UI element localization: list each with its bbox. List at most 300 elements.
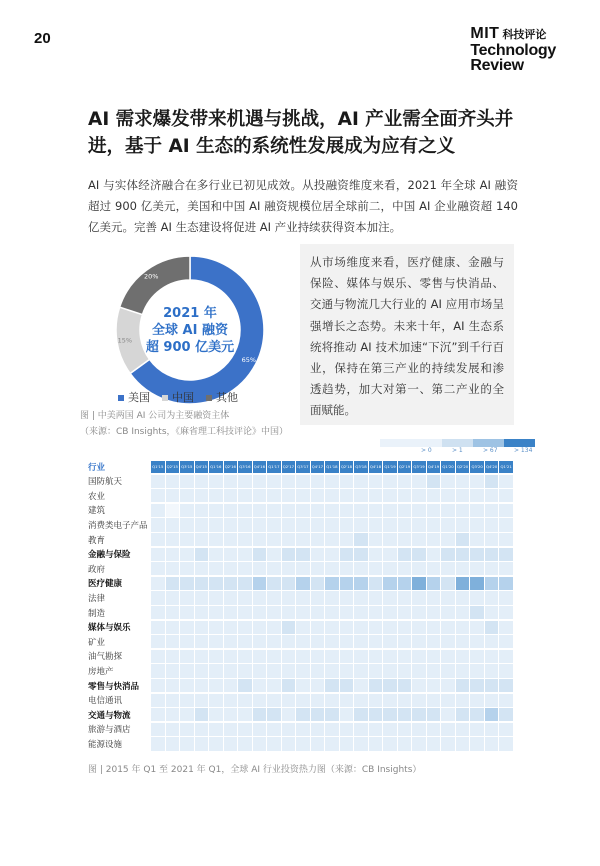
heatmap-cell (151, 694, 165, 707)
heatmap-cell (180, 518, 194, 531)
legend-swatch-other (206, 395, 212, 401)
heatmap-cell (383, 489, 397, 502)
heatmap-cell (485, 679, 499, 692)
heatmap-cell (253, 679, 267, 692)
heatmap-cell (166, 548, 180, 561)
heatmap-cell (383, 518, 397, 531)
heatmap-cell (311, 723, 325, 736)
heatmap-cell (195, 504, 209, 517)
heatmap-cell (340, 635, 354, 648)
heatmap-cell (166, 650, 180, 663)
logo-mit: MIT (470, 25, 500, 42)
heatmap-cell (456, 694, 470, 707)
heatmap-cell (485, 577, 499, 590)
heatmap-cell (166, 708, 180, 721)
heatmap-cell (383, 708, 397, 721)
heatmap-cell (456, 650, 470, 663)
heatmap-cell (354, 723, 368, 736)
heatmap-cell (296, 533, 310, 546)
heatmap-cell (195, 518, 209, 531)
heatmap-cell (253, 664, 267, 677)
heatmap-row-label: 矿业 (88, 637, 106, 648)
heatmap-cell (398, 533, 412, 546)
heatmap-legend-label: > 0 (421, 447, 432, 454)
heatmap-row-label: 法律 (88, 594, 106, 605)
heatmap-cell (470, 708, 484, 721)
heatmap-cell (151, 504, 165, 517)
heatmap-cell (456, 548, 470, 561)
heatmap-cell (369, 475, 383, 488)
heatmap-cell (383, 475, 397, 488)
heatmap-cell (166, 591, 180, 604)
heatmap-cell (267, 562, 281, 575)
heatmap-cell (427, 679, 441, 692)
heatmap-cell (180, 635, 194, 648)
heatmap-row-label: 媒体与娱乐 (88, 623, 131, 634)
heatmap-cell (340, 723, 354, 736)
heatmap-cell (354, 548, 368, 561)
heatmap-cell (383, 664, 397, 677)
heatmap-cell (209, 606, 223, 619)
heatmap-legend-bars (380, 439, 535, 447)
heatmap-cell (354, 650, 368, 663)
legend-item-other (206, 389, 238, 405)
heatmap-quarter-header: Q1'21 (499, 461, 513, 473)
heatmap-cell (470, 694, 484, 707)
heatmap-cell (340, 621, 354, 634)
heatmap-cell (238, 577, 252, 590)
heatmap-cell (427, 504, 441, 517)
heatmap-cell (209, 737, 223, 750)
heatmap-cell (209, 679, 223, 692)
heatmap-cell (485, 548, 499, 561)
donut-center-line-3: 超 900 亿美元 (145, 339, 235, 355)
heatmap-quarter-header: Q4'15 (195, 461, 209, 473)
heatmap-cell (180, 621, 194, 634)
heatmap-cell (267, 591, 281, 604)
heatmap-legend-swatch (380, 439, 411, 447)
heatmap-cell (485, 723, 499, 736)
section-title: AI 需求爆发带来机遇与挑战，AI 产业需全面齐头并进，基于 AI 生态的系统性发展成为应有之义 (88, 109, 514, 157)
heatmap-cell (325, 708, 339, 721)
heatmap-cell (195, 737, 209, 750)
heatmap-legend-label: > 67 (483, 447, 498, 454)
heatmap-cell (253, 533, 267, 546)
heatmap-cell (499, 679, 513, 692)
heatmap-cell (166, 533, 180, 546)
heatmap-cell (180, 650, 194, 663)
heatmap-cell (456, 591, 470, 604)
heatmap-cell (151, 548, 165, 561)
legend-swatch-cn (162, 395, 168, 401)
heatmap-cell (412, 664, 426, 677)
heatmap-cell (412, 621, 426, 634)
heatmap-cell (456, 635, 470, 648)
heatmap-cell (325, 548, 339, 561)
heatmap-quarter-header: Q1'16 (209, 461, 223, 473)
heatmap-cell (485, 694, 499, 707)
heatmap-cell (354, 635, 368, 648)
heatmap-cell (485, 533, 499, 546)
heatmap-cell (369, 737, 383, 750)
heatmap-cell (398, 650, 412, 663)
heatmap-row (88, 664, 514, 679)
heatmap-cell (340, 664, 354, 677)
heatmap-cell (224, 723, 238, 736)
heatmap-cell (499, 737, 513, 750)
heatmap-cell (253, 723, 267, 736)
heatmap-cell (180, 606, 194, 619)
heatmap-cell (267, 737, 281, 750)
heatmap-cell (209, 664, 223, 677)
heatmap-cell (340, 548, 354, 561)
heatmap-cell (485, 504, 499, 517)
heatmap-cell (369, 679, 383, 692)
heatmap-cell (296, 577, 310, 590)
heatmap-row (88, 620, 514, 635)
heatmap-cell (282, 489, 296, 502)
heatmap-cell (470, 489, 484, 502)
heatmap-cell (311, 664, 325, 677)
heatmap-row-label: 政府 (88, 564, 106, 575)
heatmap-cell (412, 562, 426, 575)
heatmap-cell (412, 577, 426, 590)
heatmap-cell (209, 723, 223, 736)
heatmap-cell (166, 606, 180, 619)
heatmap-cell (282, 708, 296, 721)
heatmap-cell (456, 664, 470, 677)
heatmap-cell (267, 679, 281, 692)
heatmap-cell (427, 737, 441, 750)
heatmap-cell (238, 606, 252, 619)
heatmap-cell (398, 606, 412, 619)
heatmap-cell (282, 577, 296, 590)
heatmap-cell (282, 518, 296, 531)
heatmap-cell (470, 518, 484, 531)
heatmap-cell (253, 591, 267, 604)
heatmap-row (88, 474, 514, 489)
heatmap-cell (267, 635, 281, 648)
heatmap-cell (412, 694, 426, 707)
heatmap-cell (253, 708, 267, 721)
heatmap-cell (311, 562, 325, 575)
heatmap-cell (282, 679, 296, 692)
heatmap-cell (412, 475, 426, 488)
heatmap-cell (238, 650, 252, 663)
heatmap-cell (311, 650, 325, 663)
heatmap-cell (485, 489, 499, 502)
heatmap-cell (427, 475, 441, 488)
heatmap-cell (485, 591, 499, 604)
heatmap-header (88, 460, 514, 474)
heatmap-cell (195, 664, 209, 677)
heatmap-cell (238, 621, 252, 634)
heatmap-cell (427, 562, 441, 575)
heatmap-cell (456, 504, 470, 517)
heatmap-cell (485, 606, 499, 619)
heatmap-cell (354, 606, 368, 619)
heatmap-cell (296, 664, 310, 677)
heatmap-cell (456, 518, 470, 531)
heatmap-header-label: 行业 (88, 463, 106, 473)
heatmap-cell (311, 606, 325, 619)
heatmap-cell (166, 635, 180, 648)
heatmap-cell (354, 679, 368, 692)
heatmap-cell (499, 723, 513, 736)
heatmap-cell (369, 708, 383, 721)
heatmap-cell (282, 606, 296, 619)
heatmap-legend (380, 439, 535, 454)
heatmap-cell (456, 577, 470, 590)
heatmap-cell (427, 621, 441, 634)
heatmap-cell (311, 533, 325, 546)
heatmap-quarter-header: Q1'15 (151, 461, 165, 473)
heatmap-cell (398, 591, 412, 604)
heatmap-cell (311, 737, 325, 750)
heatmap-cell (325, 562, 339, 575)
heatmap-quarter-header: Q3'17 (296, 461, 310, 473)
heatmap-cell (340, 737, 354, 750)
legend-swatch-us (118, 395, 124, 401)
heatmap-cell (412, 504, 426, 517)
heatmap-cell (253, 737, 267, 750)
heatmap-cell (253, 577, 267, 590)
heatmap-cell (412, 533, 426, 546)
heatmap-quarter-header: Q2'17 (282, 461, 296, 473)
heatmap-cell (180, 591, 194, 604)
heatmap-cell (267, 504, 281, 517)
heatmap-quarter-header: Q3'20 (470, 461, 484, 473)
heatmap-cell (325, 635, 339, 648)
heatmap-cell (456, 708, 470, 721)
heatmap-cell (195, 679, 209, 692)
page-number: 20 (34, 30, 51, 47)
heatmap-cell (456, 606, 470, 619)
heatmap-cell (412, 489, 426, 502)
heatmap-cell (224, 708, 238, 721)
heatmap-cell (166, 679, 180, 692)
heatmap-cell (485, 621, 499, 634)
heatmap-cell (383, 621, 397, 634)
heatmap-cell (296, 475, 310, 488)
heatmap-cell (441, 679, 455, 692)
heatmap-cell (383, 679, 397, 692)
heatmap-cell (354, 577, 368, 590)
heatmap-cell (340, 475, 354, 488)
heatmap-cell (369, 518, 383, 531)
heatmap-cell (296, 737, 310, 750)
heatmap-cell (325, 577, 339, 590)
heatmap-cell (470, 679, 484, 692)
heatmap-quarter-header: Q2'19 (398, 461, 412, 473)
heatmap-cell (282, 694, 296, 707)
heatmap-cell (238, 723, 252, 736)
heatmap-cell (325, 650, 339, 663)
heatmap-cell (369, 548, 383, 561)
heatmap-cell (224, 504, 238, 517)
heatmap-cell (325, 533, 339, 546)
heatmap-cell (325, 679, 339, 692)
heatmap-cell (311, 577, 325, 590)
heatmap-cell (325, 504, 339, 517)
heatmap-cell (296, 548, 310, 561)
heatmap-cell (427, 606, 441, 619)
heatmap-quarter-header: Q3'15 (180, 461, 194, 473)
heatmap-row (88, 722, 514, 737)
market-callout-box: 从市场维度来看，医疗健康、金融与保险、媒体与娱乐、零售与快消品、交通与物流几大行业的 AI 应用市场呈强增长之态势。未来十年，AI 生态系统将推动 AI 技术加速“下沉”到千行百业，保持在第三产业的持续发展和渗透趋势，加大对第一、第二产业的全面赋能。 (300, 244, 514, 425)
heatmap-cell (427, 518, 441, 531)
heatmap-cell (166, 518, 180, 531)
heatmap-cell (238, 489, 252, 502)
heatmap-cell (311, 475, 325, 488)
heatmap-cell (470, 723, 484, 736)
heatmap-cell (209, 504, 223, 517)
heatmap-cell (209, 635, 223, 648)
heatmap-cell (427, 533, 441, 546)
heatmap-row (88, 635, 514, 650)
heatmap-cell (282, 548, 296, 561)
heatmap-cell (209, 591, 223, 604)
heatmap-cell (282, 664, 296, 677)
heatmap-cell (151, 533, 165, 546)
heatmap-cell (427, 591, 441, 604)
heatmap-cell (267, 533, 281, 546)
heatmap-cell (224, 489, 238, 502)
heatmap-legend-swatch (442, 439, 473, 447)
heatmap-legend-label: > 1 (452, 447, 463, 454)
heatmap-cell (441, 591, 455, 604)
heatmap-cell (499, 664, 513, 677)
heatmap-cell (253, 548, 267, 561)
heatmap-cell (267, 694, 281, 707)
heatmap-cell (166, 577, 180, 590)
heatmap-cell (383, 562, 397, 575)
heatmap-cell (325, 489, 339, 502)
heatmap-cell (398, 664, 412, 677)
heatmap-cell (238, 562, 252, 575)
heatmap-cell (470, 664, 484, 677)
heatmap-cell (470, 577, 484, 590)
heatmap-quarter-header: Q1'19 (383, 461, 397, 473)
heatmap-cell (485, 737, 499, 750)
heatmap-cell (238, 664, 252, 677)
heatmap-cell (224, 577, 238, 590)
heatmap-cell (398, 504, 412, 517)
heatmap-cell (340, 577, 354, 590)
heatmap-cell (441, 723, 455, 736)
heatmap-cell (456, 475, 470, 488)
heatmap-cell (195, 606, 209, 619)
heatmap-cell (383, 635, 397, 648)
heatmap-cell (441, 475, 455, 488)
heatmap-cell (238, 591, 252, 604)
heatmap-cell (224, 737, 238, 750)
heatmap-cell (340, 489, 354, 502)
heatmap-cell (282, 562, 296, 575)
heatmap-cell (195, 489, 209, 502)
heatmap-cell (369, 504, 383, 517)
heatmap-row-label: 制造 (88, 608, 106, 619)
heatmap-cell (209, 650, 223, 663)
heatmap-cell (282, 635, 296, 648)
heatmap-row (88, 708, 514, 723)
heatmap-cell (253, 475, 267, 488)
heatmap-cell (369, 650, 383, 663)
heatmap-cell (209, 518, 223, 531)
heatmap-cell (253, 518, 267, 531)
heatmap-row-label: 农业 (88, 491, 106, 502)
heatmap-cell (427, 723, 441, 736)
heatmap-cell (151, 562, 165, 575)
figure-1-caption-line-2: （来源：CB Insights，《麻省理工科技评论》中国） (80, 427, 289, 437)
heatmap-cell (412, 679, 426, 692)
heatmap-row-label: 消费类电子产品 (88, 521, 148, 532)
heatmap-cell (325, 664, 339, 677)
heatmap-cell (195, 708, 209, 721)
heatmap-cell (311, 708, 325, 721)
heatmap-quarter-header: Q4'20 (485, 461, 499, 473)
heatmap-cell (485, 708, 499, 721)
heatmap-cell (456, 723, 470, 736)
heatmap-row-label: 零售与快消品 (88, 681, 140, 692)
heatmap-row-label: 金融与保险 (88, 550, 131, 561)
heatmap-cell (499, 694, 513, 707)
heatmap-cell (311, 518, 325, 531)
heatmap-cell (267, 650, 281, 663)
heatmap-cell (267, 621, 281, 634)
heatmap-cell (195, 591, 209, 604)
heatmap-cell (499, 591, 513, 604)
heatmap-cell (253, 635, 267, 648)
donut-slice-label-0: 65% (241, 355, 257, 364)
heatmap-cell (180, 694, 194, 707)
heatmap-cell (340, 562, 354, 575)
heatmap-legend-labels (380, 447, 535, 454)
heatmap-cell (180, 548, 194, 561)
heatmap-cell (485, 650, 499, 663)
heatmap-cell (369, 562, 383, 575)
heatmap-cell (354, 621, 368, 634)
heatmap-cell (166, 504, 180, 517)
heatmap-cell (427, 577, 441, 590)
heatmap-cell (441, 650, 455, 663)
heatmap-cell (267, 518, 281, 531)
heatmap-cell (340, 650, 354, 663)
heatmap-cell (267, 577, 281, 590)
heatmap-cell (180, 737, 194, 750)
heatmap-cell (238, 518, 252, 531)
heatmap-cell (296, 504, 310, 517)
investment-heatmap (88, 460, 514, 751)
heatmap-cell (340, 518, 354, 531)
heatmap-legend-label: > 134 (514, 447, 533, 454)
heatmap-cell (456, 533, 470, 546)
legend-label-us: 美国 (128, 391, 150, 404)
heatmap-cell (354, 708, 368, 721)
heatmap-cell (253, 489, 267, 502)
heatmap-cell (209, 562, 223, 575)
heatmap-cell (311, 489, 325, 502)
heatmap-row-label: 教育 (88, 535, 106, 546)
heatmap-cell (311, 504, 325, 517)
heatmap-cell (383, 650, 397, 663)
heatmap-cell (340, 679, 354, 692)
heatmap-quarter-header: Q2'15 (166, 461, 180, 473)
heatmap-cell (398, 708, 412, 721)
heatmap-cell (282, 723, 296, 736)
heatmap-cell (311, 635, 325, 648)
heatmap-cell (441, 694, 455, 707)
